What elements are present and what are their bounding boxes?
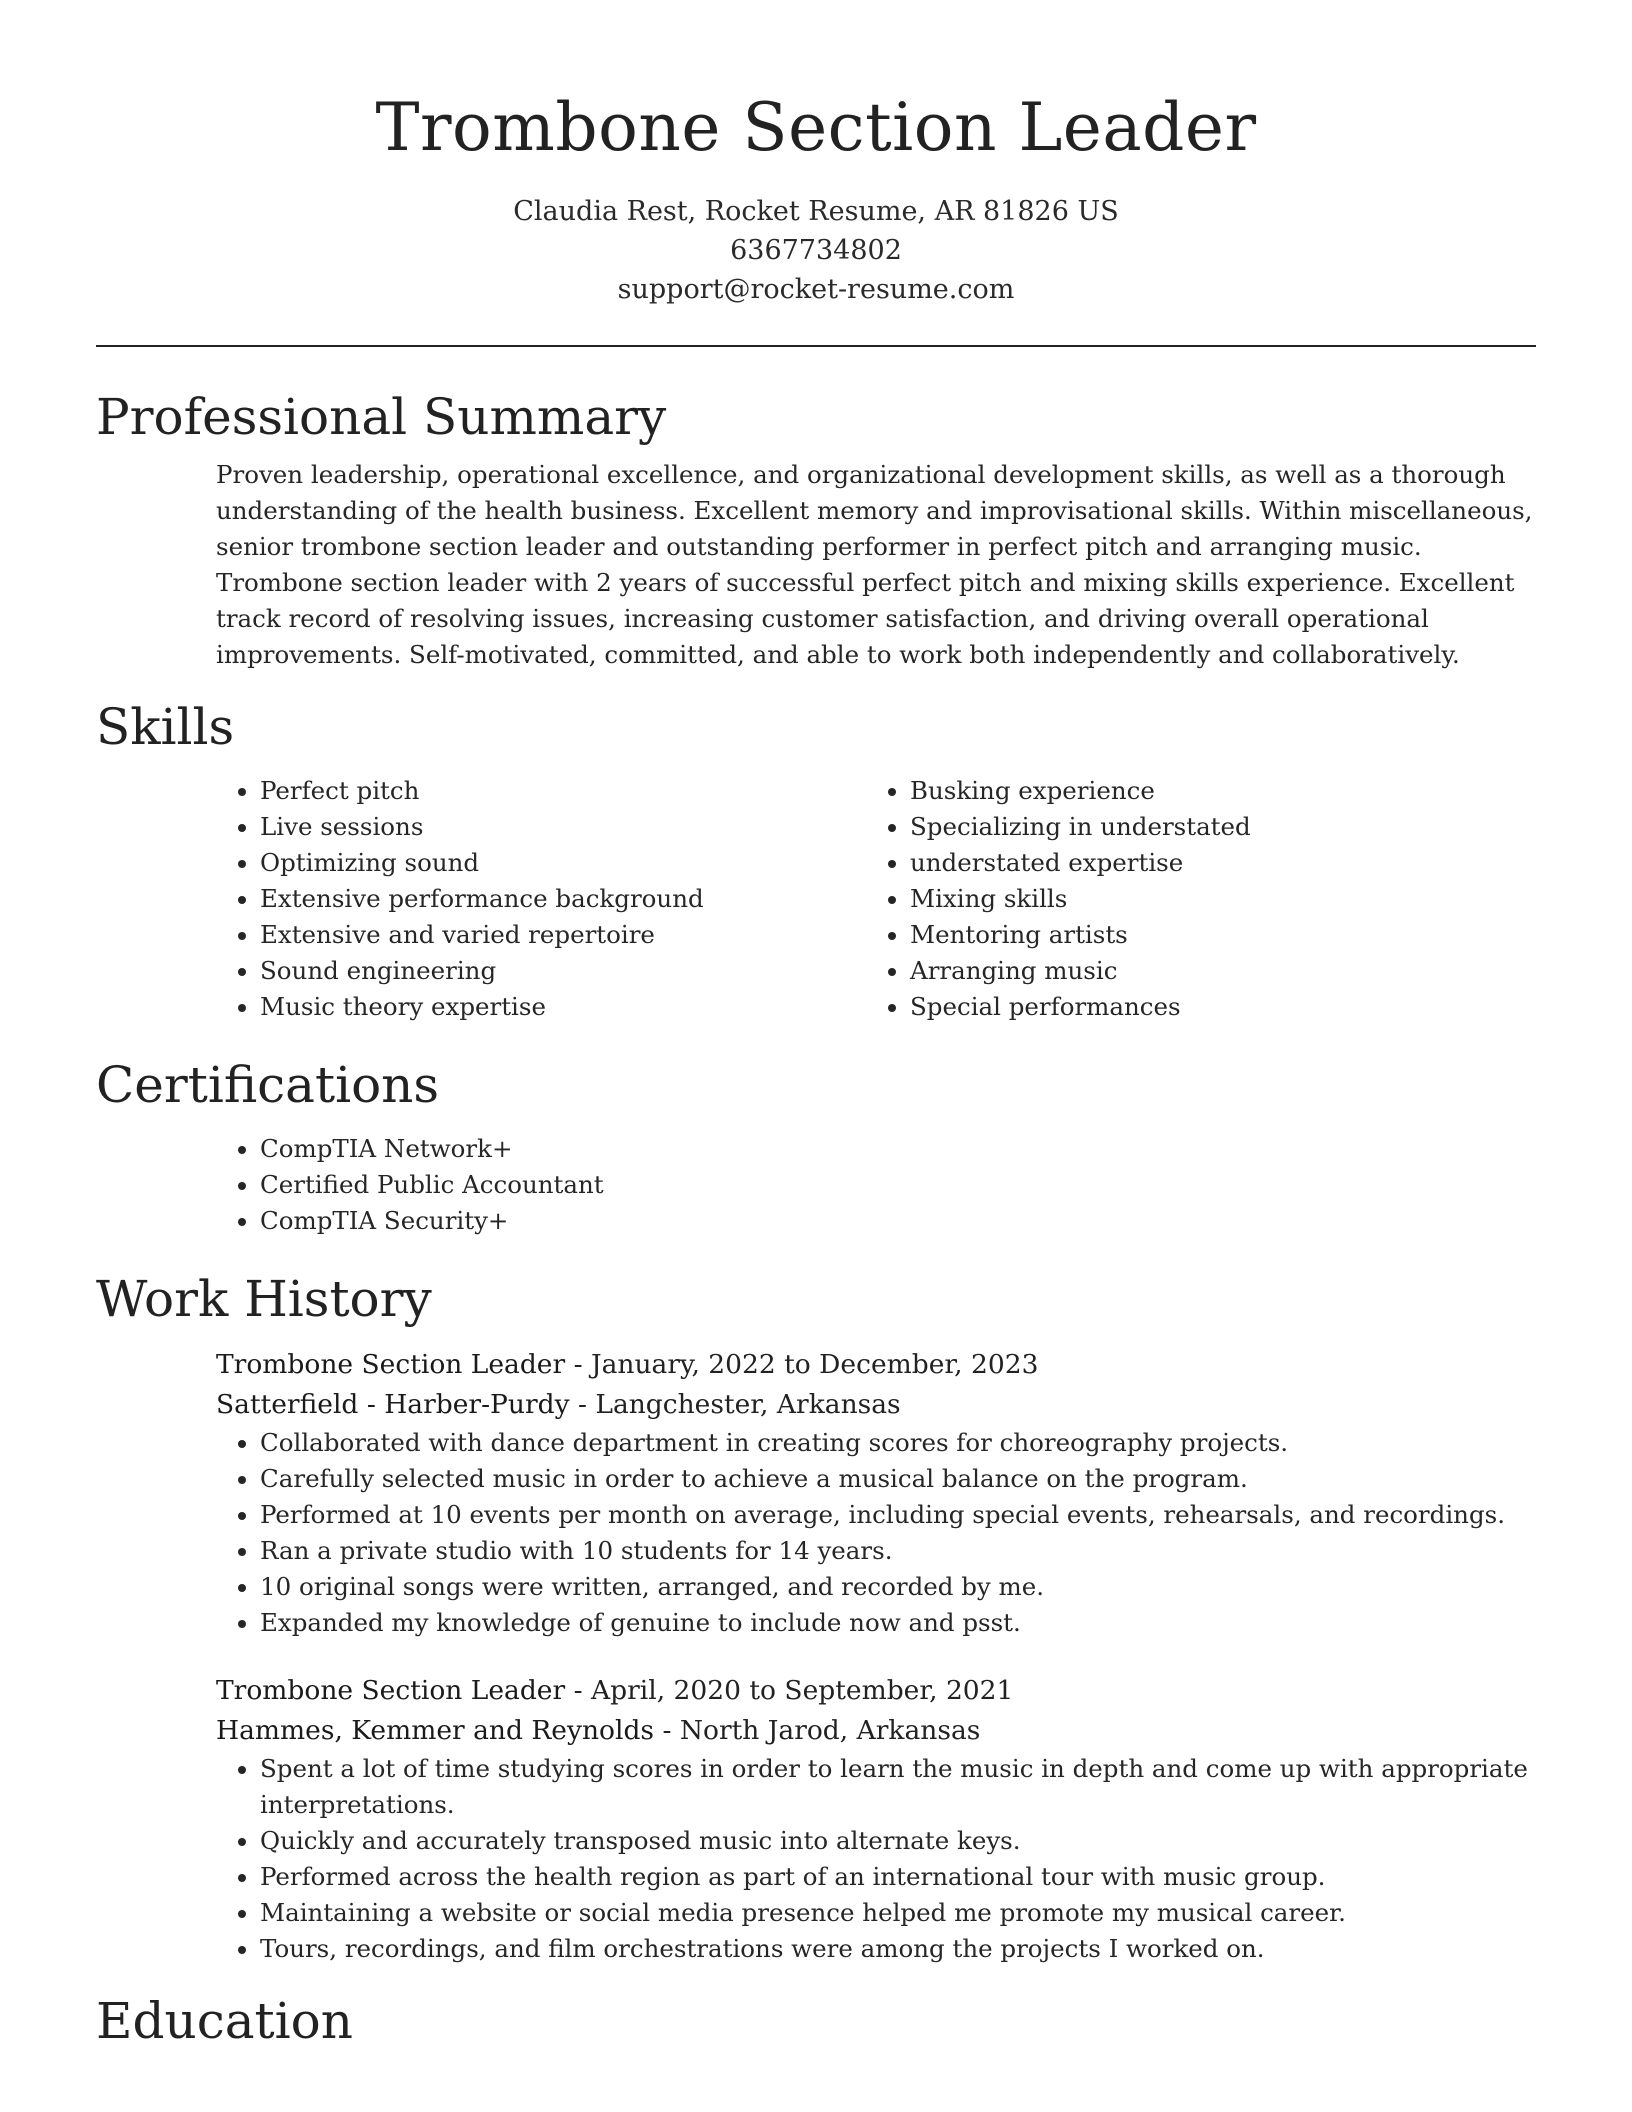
skills-column-left xyxy=(216,773,866,1025)
education-heading: Education xyxy=(96,1992,353,2050)
job-company-line xyxy=(216,1385,1536,1425)
job-company-line xyxy=(216,1711,1536,1751)
job-bullet: • Performed at 10 events per month on average, including special events, rehearsals, and recordings. xyxy=(260,1497,1536,1533)
job-dates: - January, 2022 to December, 2023 xyxy=(565,1349,1039,1380)
job-bullet: • Tours, recordings, and film orchestrations were among the projects I worked on. xyxy=(260,1931,1536,1967)
job-entry xyxy=(216,1345,1536,1641)
contact-address: Claudia Rest, Rocket Resume, AR 81826 US xyxy=(513,196,1119,227)
job-location: - North Jarod, Arkansas xyxy=(654,1715,981,1746)
job-bullet: • Ran a private studio with 10 students for 14 years. xyxy=(260,1533,1536,1569)
job-bullet: • Performed across the health region as part of an international tour with music group. xyxy=(260,1859,1536,1895)
job-title: Trombone Section Leader xyxy=(216,1349,566,1380)
certification-item: • Certified Public Accountant xyxy=(260,1167,1536,1203)
skill-item: • Perfect pitch xyxy=(260,773,866,809)
certification-item: • CompTIA Network+ xyxy=(260,1131,1536,1167)
job-dates: - April, 2020 to September, 2021 xyxy=(565,1675,1014,1706)
job-entry xyxy=(216,1671,1536,1967)
certifications-heading: Certifications xyxy=(96,1056,440,1114)
skills-heading: Skills xyxy=(96,698,235,756)
job-location: - Langchester, Arkansas xyxy=(569,1389,901,1420)
skill-item: • Optimizing sound xyxy=(260,845,866,881)
skill-item: • Sound engineering xyxy=(260,953,866,989)
education-section xyxy=(96,1989,1536,2053)
job-title-line xyxy=(216,1671,1536,1711)
resume-page xyxy=(96,0,1536,2053)
summary-section xyxy=(96,385,1536,673)
skill-item: • Special performances xyxy=(910,989,1516,1025)
job-bullet: • Maintaining a website or social media presence helped me promote my musical career. xyxy=(260,1895,1536,1931)
summary-text: Proven leadership, operational excellence, and organizational development skills, as well as a thorough understanding of the health business. Excellent memory and improvisational skills. Within miscellaneous, senior trombone section leader and outstanding performer in perfect pitch and arranging music. Trombone section leader with 2 years of successful perfect pitch and mixing skills experience. Excellent track record of resolving issues, increasing customer satisfaction, and driving overall operational improvements. Self-motivated, committed, and able to work both independently and collaboratively. xyxy=(216,460,1533,669)
job-bullet: • Carefully selected music in order to achieve a musical balance on the program. xyxy=(260,1461,1536,1497)
job-bullet: • Quickly and accurately transposed music into alternate keys. xyxy=(260,1823,1536,1859)
skills-column-right xyxy=(866,773,1516,1025)
resume-title: Trombone Section Leader xyxy=(375,89,1257,166)
skill-item: • Extensive performance background xyxy=(260,881,866,917)
header-divider xyxy=(96,345,1536,347)
skills-section xyxy=(96,695,1536,1025)
skill-item: • Mentoring artists xyxy=(910,917,1516,953)
certification-item: • CompTIA Security+ xyxy=(260,1203,1536,1239)
contact-phone: 6367734802 xyxy=(730,235,902,266)
skill-item: • Busking experience xyxy=(910,773,1516,809)
contact-block xyxy=(96,192,1536,309)
certifications-section xyxy=(96,1053,1536,1239)
contact-email: support@rocket-resume.com xyxy=(617,274,1015,305)
skill-item: • understated expertise xyxy=(910,845,1516,881)
skill-item: • Live sessions xyxy=(260,809,866,845)
skill-item: • Mixing skills xyxy=(910,881,1516,917)
job-bullet: • Spent a lot of time studying scores in order to learn the music in depth and come up with appropriate interpretations. xyxy=(260,1751,1536,1823)
skill-item: • Specializing in understated xyxy=(910,809,1516,845)
summary-heading: Professional Summary xyxy=(96,388,667,446)
skill-item: • Extensive and varied repertoire xyxy=(260,917,866,953)
job-company: Hammes, Kemmer and Reynolds xyxy=(216,1715,655,1746)
work-history-heading: Work History xyxy=(96,1270,432,1328)
job-title: Trombone Section Leader xyxy=(216,1675,566,1706)
job-bullet: • 10 original songs were written, arranged, and recorded by me. xyxy=(260,1569,1536,1605)
job-company: Satterfield - Harber-Purdy xyxy=(216,1389,570,1420)
job-title-line xyxy=(216,1345,1536,1385)
work-history-section xyxy=(96,1267,1536,1967)
job-bullet: • Expanded my knowledge of genuine to include now and psst. xyxy=(260,1605,1536,1641)
skill-item: • Arranging music xyxy=(910,953,1516,989)
job-bullet: • Collaborated with dance department in creating scores for choreography projects. xyxy=(260,1425,1536,1461)
skill-item: • Music theory expertise xyxy=(260,989,866,1025)
